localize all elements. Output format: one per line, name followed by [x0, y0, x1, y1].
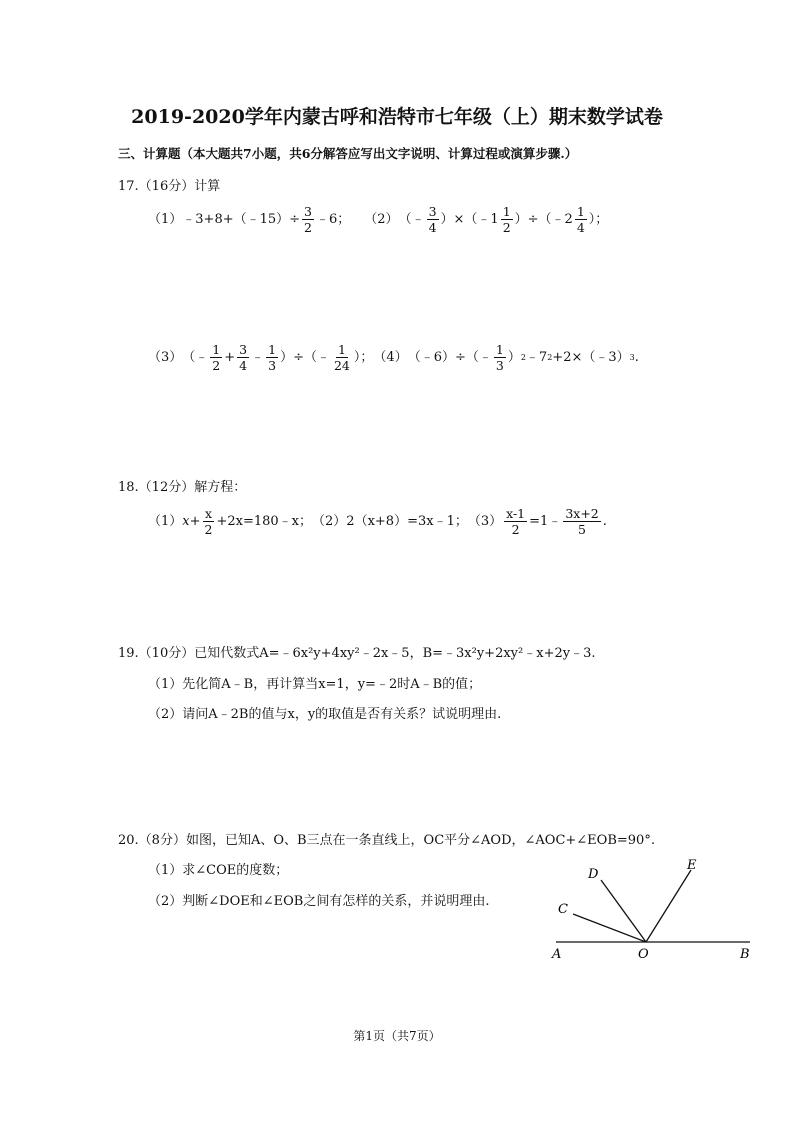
label-a: A [552, 947, 562, 962]
q18-parts: （1） x + $\frac{x}{2}$ +2x=180﹣x； （2）2（x+8）=3x﹣1； （3） $\frac{x-1}{2}$ =1﹣ $\frac{3x+2}{5}$ . [148, 506, 607, 538]
fraction: $\frac{3}{4}$ [239, 342, 248, 374]
fraction: $\frac{x-1}{2}$ [506, 506, 526, 538]
label-o: O [638, 947, 649, 962]
q17-p4-label: （4） [373, 350, 408, 366]
q17-p1-label: （1） [148, 212, 183, 228]
page-footer: 第1页（共7页） [353, 1029, 441, 1043]
label-c: C [558, 902, 568, 917]
fraction: $\frac{1}{2}$ [502, 204, 511, 236]
section-heading: 三、计算题（本大题共7小题，共6分解答应写出文字说明、计算过程或演算步骤.） [118, 146, 578, 161]
q17-p2-label: （2） [364, 212, 399, 228]
label-d: D [588, 867, 599, 882]
angle-figure [540, 856, 770, 966]
q19-heading: 19.（10分）已知代数式A=﹣6x²y+4xy²﹣2x﹣5，B=﹣3x²y+2xy²﹣x+2y﹣3. [118, 646, 596, 661]
q17-part1-2: （1） ﹣3+8+（﹣15）÷ $\frac{3}{2}$ ﹣6； （2） （﹣ $\frac{3}{4}$ ）×（﹣1 $\frac{1}{2}$ ）÷（﹣2 $\frac{1}{4}$ ）； [148, 204, 609, 236]
q19-part2: （2）请问A﹣2B的值与x，y的取值是否有关系？试说明理由. [148, 707, 502, 722]
q20-part1: （1）求∠COE的度数； [148, 863, 289, 878]
ray-oe [646, 870, 691, 942]
q20-heading: 20.（8分）如图，已知A、O、B三点在一条直线上，OC平分∠AOD，∠AOC+∠EOB=90°. [118, 833, 655, 848]
fraction: $\frac{1}{4}$ [576, 204, 585, 236]
fraction: $\frac{3x+2}{5}$ [565, 506, 599, 538]
q17-p3-label: （3） [148, 350, 183, 366]
fraction: $\frac{1}{3}$ [268, 342, 277, 374]
q17-p1-pre: ﹣3+8+（﹣15）÷ [182, 212, 301, 228]
q19-part1: （1）先化简A﹣B，再计算当x=1，y=﹣2时A﹣B的值； [148, 677, 482, 692]
q18-heading: 18.（12分）解方程： [118, 480, 247, 495]
label-b: B [740, 947, 750, 962]
fraction: $\frac{1}{24}$ [333, 342, 350, 374]
label-e: E [687, 858, 697, 873]
fraction: $\frac{1}{3}$ [495, 342, 504, 374]
q20-part2: （2）判断∠DOE和∠EOB之间有怎样的关系，并说明理由. [148, 894, 490, 909]
fraction: $\frac{3}{2}$ [304, 204, 312, 236]
q17-part3-4: （3） （﹣ $\frac{1}{2}$ + $\frac{3}{4}$ ﹣ $\frac{1}{3}$ ）÷（﹣ $\frac{1}{24}$ ）； （4） （﹣6）÷（﹣ $\frac{1}{3}$ ） 2 ﹣7 2 +2×（﹣3） 3 . [148, 342, 639, 374]
q17-heading: 17.（16分）计算 [118, 179, 221, 194]
fraction: $\frac{1}{2}$ [212, 342, 221, 374]
q17-p1-post: ﹣6； [316, 212, 351, 228]
fraction: $\frac{x}{2}$ [204, 506, 213, 538]
fraction: $\frac{3}{4}$ [428, 204, 437, 236]
page-title: 2019-2020学年内蒙古呼和浩特市七年级（上）期末数学试卷 [131, 106, 663, 128]
